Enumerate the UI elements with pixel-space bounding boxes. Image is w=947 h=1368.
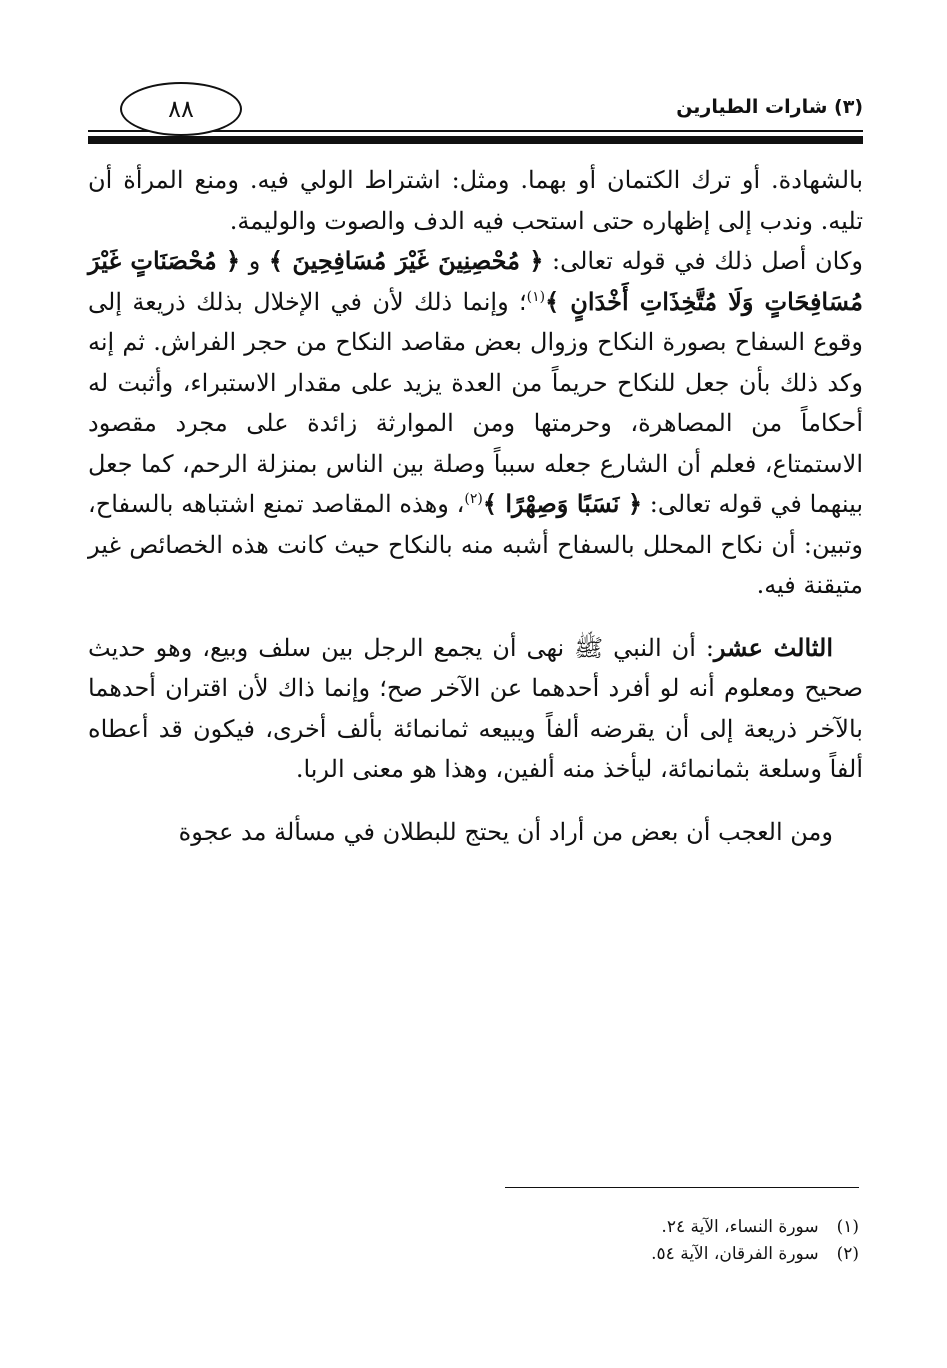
footnotes	[84, 1214, 859, 1268]
paragraph-2-part-a: وكان أصل ذلك في قوله تعالى:	[543, 247, 863, 275]
section-lead: الثالث عشر	[713, 632, 833, 662]
footnote-2-text: سورة الفرقان، الآية ٥٤.	[651, 1244, 819, 1264]
page-header	[88, 82, 863, 146]
footnote-1	[84, 1214, 859, 1241]
footnote-1-text: سورة النساء، الآية ٢٤.	[661, 1217, 819, 1237]
paragraph-3-text: : أن النبي ﷺ نهى أن يجمع الرجل بين سلف وبيع، وهو حديث صحيح ومعلوم أنه لو أفرد أحدهما عن الآخر صح؛ وإنما ذاك لأن اقتران أحدهما بالآخر ذريعة إلى أن يقرضه ألفاً ويبيعه ثمانمائة بألف أخرى، فيكون قد أعطاه ألفاً وسلعة بثمانمائة، ليأخذ منه ألفين، وهذا هو معنى الربا.	[88, 633, 863, 783]
footnote-2	[84, 1241, 859, 1268]
page-number-oval	[120, 82, 242, 136]
header-rule-thick	[88, 136, 863, 144]
footnote-1-number: (١)	[836, 1217, 859, 1237]
paragraph-3	[88, 628, 863, 790]
page-number: ٨٨	[168, 95, 194, 123]
paragraph-2-part-d: ، وهذه المقاصد تمنع اشتباهه بالسفاح، وتبين: أن نكاح المحلل بالسفاح أشبه منه بالنكاح حيث كانت هذه الخصائص غير متيقنة فيه.	[88, 490, 863, 599]
paragraph-2	[88, 241, 863, 606]
quran-quote-2: ﴿ مُحْصَنَاتٍ غَيْرَ مُسَافِحَاتٍ وَلَا مُتَّخِذَاتِ أَخْدَانٍ ﴾	[88, 246, 864, 316]
body-text	[88, 160, 863, 852]
footnote-ref-2: (٢)	[464, 491, 483, 507]
footnote-separator	[505, 1187, 859, 1188]
paragraph-2-part-c: ؛ وإنما ذلك لأن في الإخلال بذلك ذريعة إلى وقوع السفاح بصورة النكاح وزوال بعض مقاصد النكاح من حجر الفراش. ثم إنه وكد ذلك بأن جعل للنكاح حريماً من العدة يزيد على مقدار الاستبراء، وأثبت له أحكاماً من المصاهرة، وحرمتها ومن الموارثة زائدة على مجرد مقصود الاستمتاع، فعلم أن الشارع جعله سبباً وصلة بين الناس بمنزلة الرحم، كما جعل بينهما في قوله تعالى:	[88, 287, 863, 518]
quran-quote-3: ﴿ نَسَبًا وَصِهْرًا ﴾	[482, 489, 643, 518]
footnote-ref-1: (١)	[526, 288, 546, 305]
footnote-2-number: (٢)	[836, 1244, 859, 1264]
paragraph-1: بالشهادة. أو ترك الكتمان أو بهما. ومثل: اشتراط الولي فيه. ومنع المرأة أن تليه. وندب إلى إظهاره حتى استحب فيه الدف والصوت والوليمة.	[88, 166, 863, 235]
running-title: (٣) شارات الطيارين	[676, 96, 863, 118]
paragraph-4: ومن العجب أن بعض من أراد أن يحتج للبطلان في مسألة مد عجوة	[178, 817, 833, 846]
quran-quote-1: ﴿ مُحْصِنِينَ غَيْرَ مُسَافِحِينَ ﴾	[268, 246, 544, 275]
paragraph-2-part-b: و	[240, 247, 269, 275]
